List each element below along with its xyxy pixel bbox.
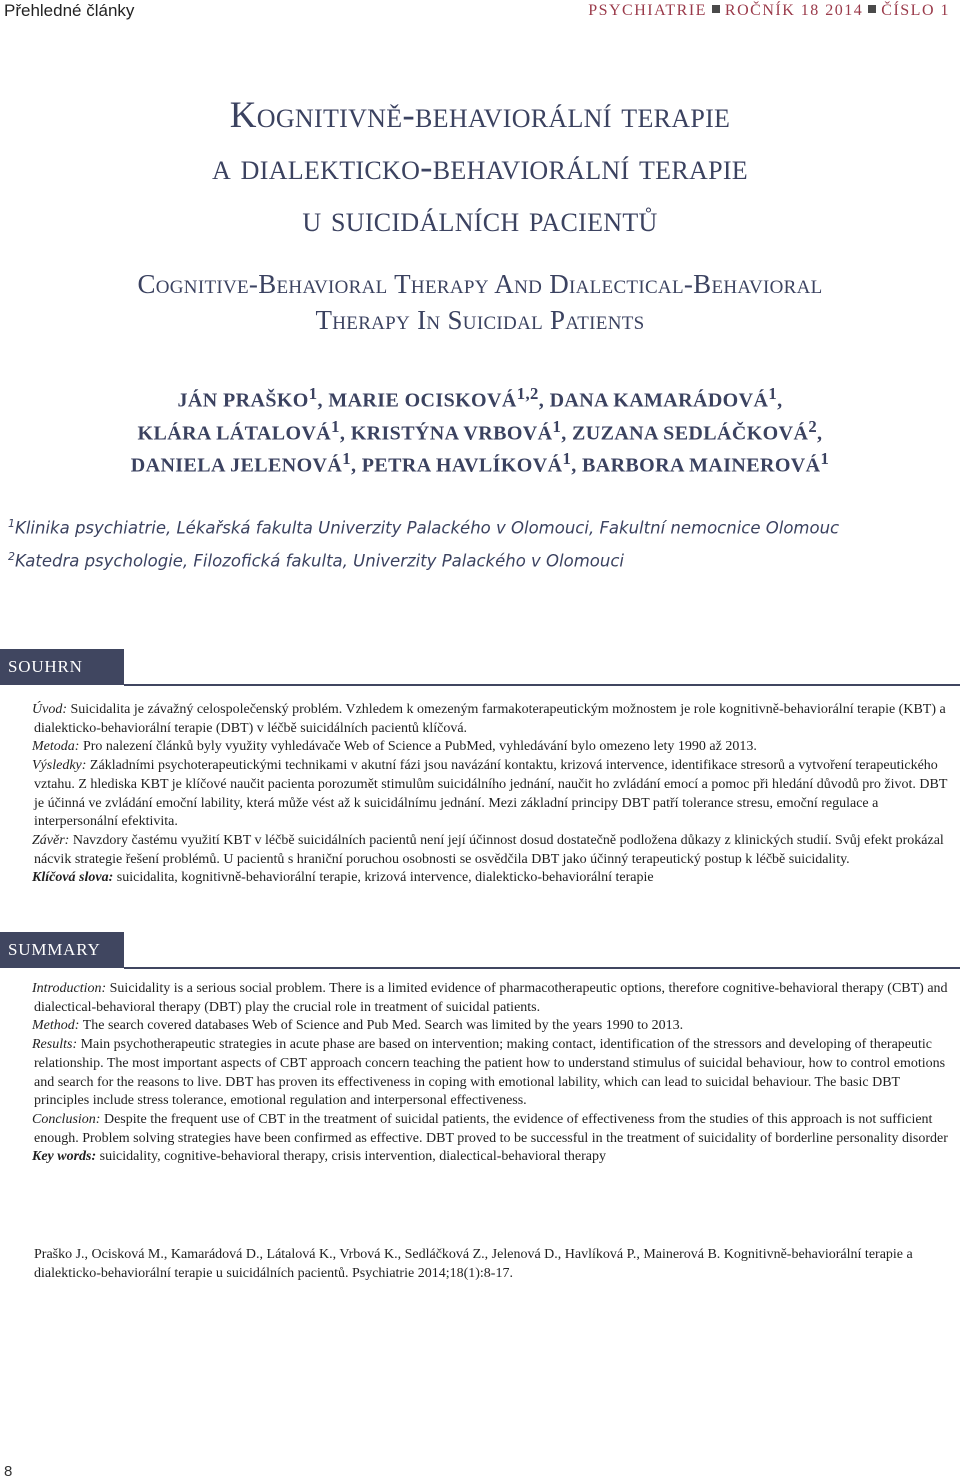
- author-name: ZUZANA SEDLÁČKOVÁ: [572, 422, 809, 445]
- abstract-text: Navzdory častému využití KBT v léčbě suicidálních pacientů není její účinnost dosud dostatečně podložena důkazy z klinických studií. Svůj efekt prokázal nácvik strategie řešení problémů. U pacientů s hraniční poruchou osobnosti se osvědčila DBT jako účinný terapeutický postup k léčbě suicidality.: [34, 832, 944, 867]
- abstract-label: Method:: [32, 1018, 80, 1034]
- separator-square-icon: [712, 5, 720, 13]
- author-name: DANIELA JELENOVÁ: [130, 454, 343, 477]
- keywords-text: suicidalita, kognitivně-behaviorální terapie, krizová intervence, dialekticko-behaviorální terapie: [116, 870, 654, 886]
- author-affil-sup: 1: [562, 449, 572, 469]
- title-en-line: Therapy In Suicidal Patients: [315, 305, 645, 335]
- author-name: PETRA HAVLÍKOVÁ: [361, 454, 563, 477]
- author-name: KLÁRA LÁTALOVÁ: [137, 422, 332, 445]
- journal-issue: ČÍSLO 1: [881, 2, 950, 19]
- author-affil-sup: 1: [820, 449, 830, 469]
- affiliation-sup: 1: [8, 517, 15, 530]
- abstract-paragraph: [34, 832, 958, 869]
- title-cz-line: u suicidálních pacientů: [302, 199, 658, 240]
- abstract-text: The search covered databases Web of Science and Pub Med. Search was limited by the years 1990 to 2013.: [82, 1018, 684, 1034]
- author-affil-sup: 1: [768, 384, 778, 403]
- section-heading-label: SUMMARY: [0, 932, 124, 968]
- abstract-paragraph: [34, 1017, 958, 1036]
- abstract-text: Pro nalezení článků byly využity vyhledávače Web of Science a PubMed, vyhledávání bylo omezeno lety 1990 až 2013.: [82, 739, 757, 755]
- abstract-text: Základními psychoterapeutickými technikami v akutní fázi jsou navázání kontaktu, krizová intervence, identifikace stresorů a vytvoření terapeutického vztahu. Z hlediska KBT je klíčové naučit pacienta porozumět stimulům suicidálního jednání, naučit ho zvládání emocí a pomoc při hledání důvodů pro život. DBT je účinná ve zvládání emoční lability, která může vést až k suicidálnímu jednání. Mezi základní principy DBT patří tolerance stresu, emoční regulace a interpersonální efektivita.: [34, 758, 948, 830]
- souhrn-abstract: [34, 701, 958, 888]
- author-affil-sup: 1: [331, 416, 340, 436]
- abstract-text: Suicidalita je závažný celospolečenský problém. Vzhledem k omezeným farmakoterapeutickým možnostem je role kognitivně-behaviorální terapie (KBT) a dialekticko-behaviorální terapie (DBT) v léčbě suicidálních pacientů klíčová.: [34, 702, 946, 736]
- abstract-paragraph: [34, 1148, 958, 1167]
- section-label: Přehledné články: [4, 1, 135, 20]
- article-title-en: [0, 266, 960, 338]
- abstract-label: Results:: [32, 1037, 78, 1053]
- author-list: [0, 381, 960, 479]
- author-name: KRISTÝNA VRBOVÁ: [350, 422, 553, 445]
- title-en-line: Cognitive-Behavioral Therapy And Dialectical-Behavioral: [137, 269, 823, 299]
- title-cz-line: Kognitivně-behaviorální terapie: [229, 95, 731, 136]
- author-affil-sup: 1: [342, 449, 351, 469]
- author-name: MARIE OCISKOVÁ: [328, 389, 517, 412]
- summary-abstract: [34, 980, 958, 1167]
- abstract-text: Despite the frequent use of CBT in the treatment of suicidal patients, the evidence of effectiveness from the studies of this approach is not sufficient enough. Problem solving strategies have been confirmed as effective. DBT proved to be successful in the treatment of suicidality of borderline personality disorder: [34, 1111, 948, 1146]
- abstract-label: Výsledky:: [32, 758, 87, 774]
- abstract-label: Závěr:: [32, 832, 70, 848]
- abstract-paragraph: [34, 738, 958, 757]
- author-affil-sup: 2: [808, 416, 818, 436]
- author-affil-sup: 1: [308, 384, 318, 403]
- affiliation-sup: 2: [8, 549, 15, 563]
- author-line: KLÁRA LÁTALOVÁ$^1$, KRISTÝNA VRBOVÁ$^1$, ZUZANA SEDLÁČKOVÁ$^2$,: [137, 416, 823, 445]
- section-heading-label: SOUHRN: [0, 649, 124, 685]
- title-cz-line: a dialekticko-behaviorální terapie: [212, 147, 748, 188]
- abstract-paragraph: [34, 757, 958, 832]
- section-rule: [124, 967, 960, 969]
- journal-year: 2014: [825, 2, 864, 19]
- abstract-label: Introduction:: [32, 981, 107, 996]
- souhrn-heading: [0, 649, 960, 685]
- affiliations: [8, 510, 958, 575]
- affiliation-line: [8, 510, 958, 543]
- affiliation-text: Klinika psychiatrie, Lékařská fakulta Univerzity Palackého v Olomouci, Fakultní nemocnice Olomouc: [15, 518, 840, 538]
- author-affil-sup: 1,2: [516, 384, 539, 403]
- abstract-label: Metoda:: [32, 739, 80, 755]
- keywords-text: suicidality, cognitive-behavioral therapy, crisis intervention, dialectical-behavioral therapy: [99, 1149, 606, 1165]
- article-title-cz: [0, 90, 960, 246]
- abstract-text: Main psychotherapeutic strategies in acute phase are based on intervention; making contact, identification of the stressors and developing of therapeutic relationship. The most important aspects of CBT approach concern teaching the patient how to understand stimulus of suicidal behaviour, how to control emotions and search for the reasons to live. DBT has proven its effectiveness in coping with emotional lability, which can lead to suicidal behaviour. The basic DBT principles include stress tolerance, emotional regulation and interpersonal effectiveness.: [34, 1037, 946, 1109]
- affiliation-line: [8, 543, 958, 576]
- citation: Praško J., Ocisková M., Kamarádová D., Látalová K., Vrbová K., Sedláčková Z., Jelenová D., Havlíková P., Mainerová B. Kognitivně-behaviorální terapie a dialekticko-behaviorální terapie u suicidálních pacientů. Psychiatrie 2014;18(1):8-17.: [34, 1247, 913, 1281]
- section-rule: [124, 684, 960, 686]
- journal-name: PSYCHIATRIE: [588, 2, 707, 19]
- page-number: 8: [4, 1463, 13, 1480]
- journal-info: [588, 2, 950, 20]
- author-line: JÁN PRAŠKO$^1$, MARIE OCISKOVÁ$^{1,2}$, DANA KAMARÁDOVÁ$^1$,: [177, 384, 783, 412]
- affiliation-text: Katedra psychologie, Filozofická fakulta, Univerzity Palackého v Olomouci: [15, 551, 624, 570]
- summary-heading: [0, 932, 960, 968]
- abstract-paragraph: [34, 1036, 958, 1111]
- abstract-paragraph: [34, 869, 958, 888]
- separator-square-icon: [868, 5, 876, 13]
- author-line: DANIELA JELENOVÁ$^1$, PETRA HAVLÍKOVÁ$^1$, BARBORA MAINEROVÁ$^1$: [130, 449, 830, 477]
- author-name: JÁN PRAŠKO: [177, 389, 309, 412]
- author-name: DANA KAMARÁDOVÁ: [549, 389, 769, 412]
- abstract-label: Úvod:: [32, 702, 67, 717]
- journal-volume: ROČNÍK 18: [724, 2, 820, 19]
- running-header: [0, 0, 960, 30]
- abstract-text: Suicidality is a serious social problem. There is a limited evidence of pharmacotherapeutic options, therefore cognitive-behavioral therapy (CBT) and dialectical-behavioral therapy (DBT) play the crucial role in treatment of suicidal patients.: [34, 981, 948, 1015]
- abstract-paragraph: [34, 1111, 958, 1148]
- keywords-label: Key words:: [32, 1149, 97, 1165]
- author-affil-sup: 1: [552, 416, 562, 436]
- abstract-paragraph: [34, 701, 958, 738]
- abstract-label: Conclusion:: [32, 1111, 101, 1127]
- abstract-paragraph: [34, 980, 958, 1017]
- keywords-label: Klíčová slova:: [32, 870, 114, 886]
- author-name: BARBORA MAINEROVÁ: [582, 454, 821, 477]
